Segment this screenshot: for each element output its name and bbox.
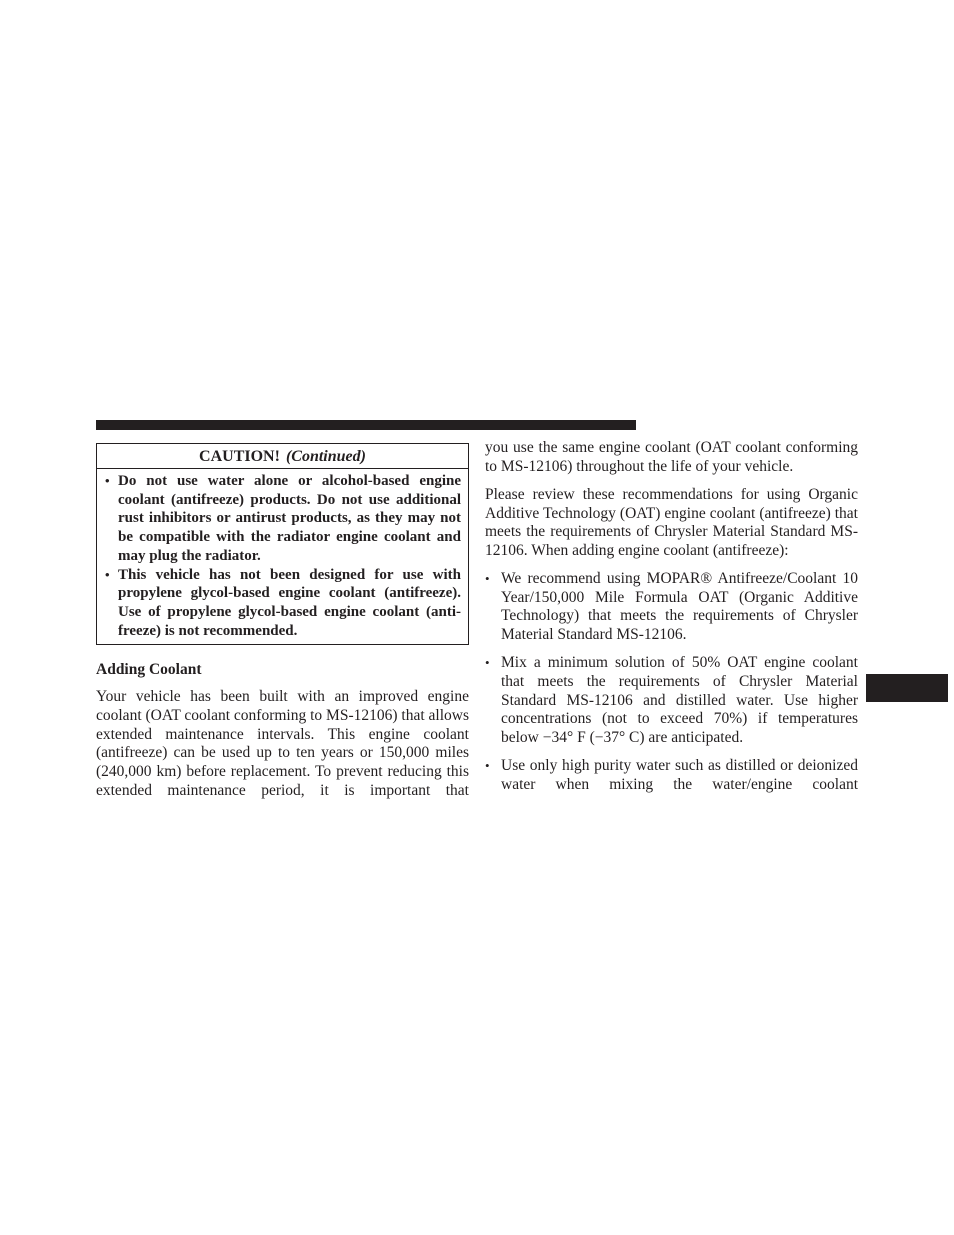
- recommendation-item: • Use only high purity water such as distilled or deionized water when mixing the water/engine coolant: [485, 757, 858, 794]
- left-column: [96, 443, 469, 801]
- caution-header: [97, 444, 468, 469]
- recommendations-intro: Please review these recommendations for using Organic Additive Technology (OAT) engine coolant (antifreeze) that meets the requirements of Chrysler Material Standard MS-12106. When adding engine coolant (antifreeze):: [485, 485, 858, 559]
- adding-coolant-paragraph: Your vehicle has been built with an improved engine coolant (OAT coolant conforming to MS-12106) that allows extended maintenance intervals. This engine coolant (antifreeze) can be used up to ten years or 150,000 miles (240,000 km) before replacement. To prevent reducing this extended maintenance period, it is important that: [96, 688, 469, 799]
- recommendation-list: [485, 570, 858, 795]
- caution-list: [97, 469, 468, 644]
- recommendation-item: • We recommend using MOPAR® Antifreeze/Coolant 10 Year/150,000 Mile Formula OAT (Organic Additive Technology) that meets the requirements of Chrysler Material Standard MS-12106.: [485, 570, 858, 645]
- caution-box: [96, 443, 469, 645]
- caution-continued: (Continued): [285, 448, 366, 465]
- chapter-tab: [866, 674, 948, 702]
- recommendation-item: • Mix a minimum solution of 50% OAT engine coolant that meets the requirements of Chrysler Material Standard MS-12106 and distilled water. Use higher concentrations (not to exceed 70%) if temperatures below −34° F (−37° C) are anticipated.: [485, 654, 858, 748]
- section-rule: [96, 420, 636, 430]
- caution-item: • This vehicle has not been designed for use with propylene glycol-based engine coolant (antifreeze). Use of propylene glycol-based engine coolant (anti-freeze) is not recommended.: [104, 566, 461, 641]
- continuation-paragraph: you use the same engine coolant (OAT coolant conforming to MS-12106) throughout the life of your vehicle.: [485, 439, 858, 475]
- caution-title: CAUTION!: [199, 448, 280, 465]
- right-column: [485, 439, 858, 804]
- section-heading: Adding Coolant: [96, 661, 202, 679]
- caution-item: • Do not use water alone or alcohol-based engine coolant (antifreeze) products. Do not use additional rust inhibitors or antirust products, as they may not be compatible with the radiator engine coolant and may plug the radiator.: [104, 472, 461, 566]
